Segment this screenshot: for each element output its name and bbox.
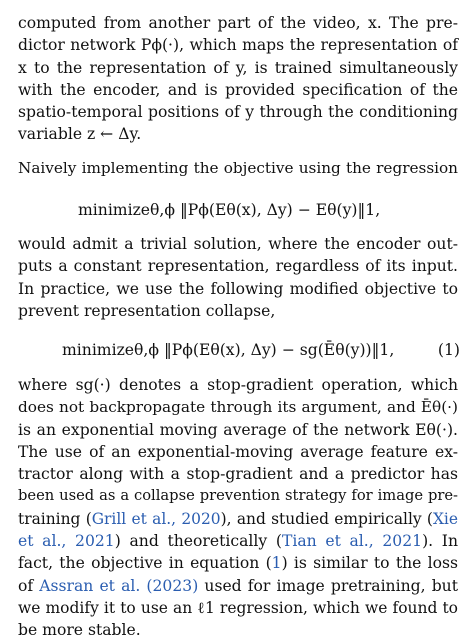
text-fragment: training (	[18, 509, 92, 528]
text-line: be more stable.	[18, 621, 141, 640]
text-line: Naively implementing the objective using the regression	[18, 159, 458, 177]
citation-link-tian[interactable]: Tian et al., 2021	[281, 532, 423, 551]
text-line: The use of an exponential-moving average feature ex-	[18, 442, 458, 461]
text-line: is an exponential moving average of the network Eθ(·).	[18, 420, 458, 439]
paragraph-predictor	[18, 12, 458, 146]
text-line: computed from another part of the video, x. The pre-	[18, 14, 458, 32]
text-fragment: fact, the objective in equation (	[18, 554, 272, 573]
equation-number: (1)	[437, 341, 460, 359]
equation-body: minimizeθ,ϕ ‖Pϕ(Eθ(x), Δy) − Eθ(y)‖1,	[78, 201, 381, 219]
text-fragment: ). In	[422, 532, 458, 551]
text-line: been used as a collapse prevention strategy for image pre-	[18, 487, 458, 505]
text-line: where sg(·) denotes a stop-gradient operation, which	[18, 376, 458, 394]
text-line: does not backpropagate through its argument, and Ēθ(·)	[18, 398, 458, 417]
text-line: would admit a trivial solution, where the encoder out-	[18, 235, 458, 253]
text-line: variable z ← Δy.	[18, 125, 142, 144]
text-line: with the encoder, and is provided specification of the	[18, 80, 458, 99]
text-line: In practice, we use the following modified objective to	[18, 279, 458, 298]
text-fragment: ) is similar to the loss	[281, 554, 459, 573]
text-line: tractor along with a stop-gradient and a predictor has	[18, 465, 458, 484]
text-line: spatio-temporal positions of y through the conditioning	[18, 103, 458, 122]
text-line	[18, 575, 458, 597]
citation-link-xie-cont[interactable]: et al., 2021	[18, 532, 115, 551]
text-line: x to the representation of y, is trained simultaneously	[18, 58, 458, 77]
citation-link-assran[interactable]: Assran et al. (2023)	[39, 576, 199, 595]
paragraph-naive	[18, 157, 458, 179]
text-line: we modify it to use an ℓ1 regression, which we found to	[18, 598, 458, 617]
text-line	[18, 508, 458, 530]
text-line: prevent representation collapse,	[18, 301, 276, 320]
text-line	[18, 530, 458, 552]
text-line: dictor network Pϕ(·), which maps the representation of	[18, 36, 458, 55]
text-fragment: of	[18, 576, 40, 595]
equation-body: minimizeθ,ϕ ‖Pϕ(Eθ(x), Δy) − sg(Ēθ(y))‖1,	[62, 341, 395, 359]
text-line: puts a constant representation, regardless of its input.	[18, 257, 458, 276]
text-line	[18, 552, 458, 574]
citation-link-xie[interactable]: Xie	[432, 509, 459, 528]
paragraph-stop-gradient	[18, 374, 458, 642]
text-fragment: ) and theoretically (	[114, 532, 282, 551]
text-fragment: ), and studied empirically (	[220, 509, 433, 528]
paragraph-trivial-solution	[18, 233, 458, 322]
equation-ref-link[interactable]: 1	[271, 554, 282, 573]
citation-link-grill[interactable]: Grill et al., 2020	[91, 509, 221, 528]
text-fragment: used for image pretraining, but	[198, 576, 458, 595]
